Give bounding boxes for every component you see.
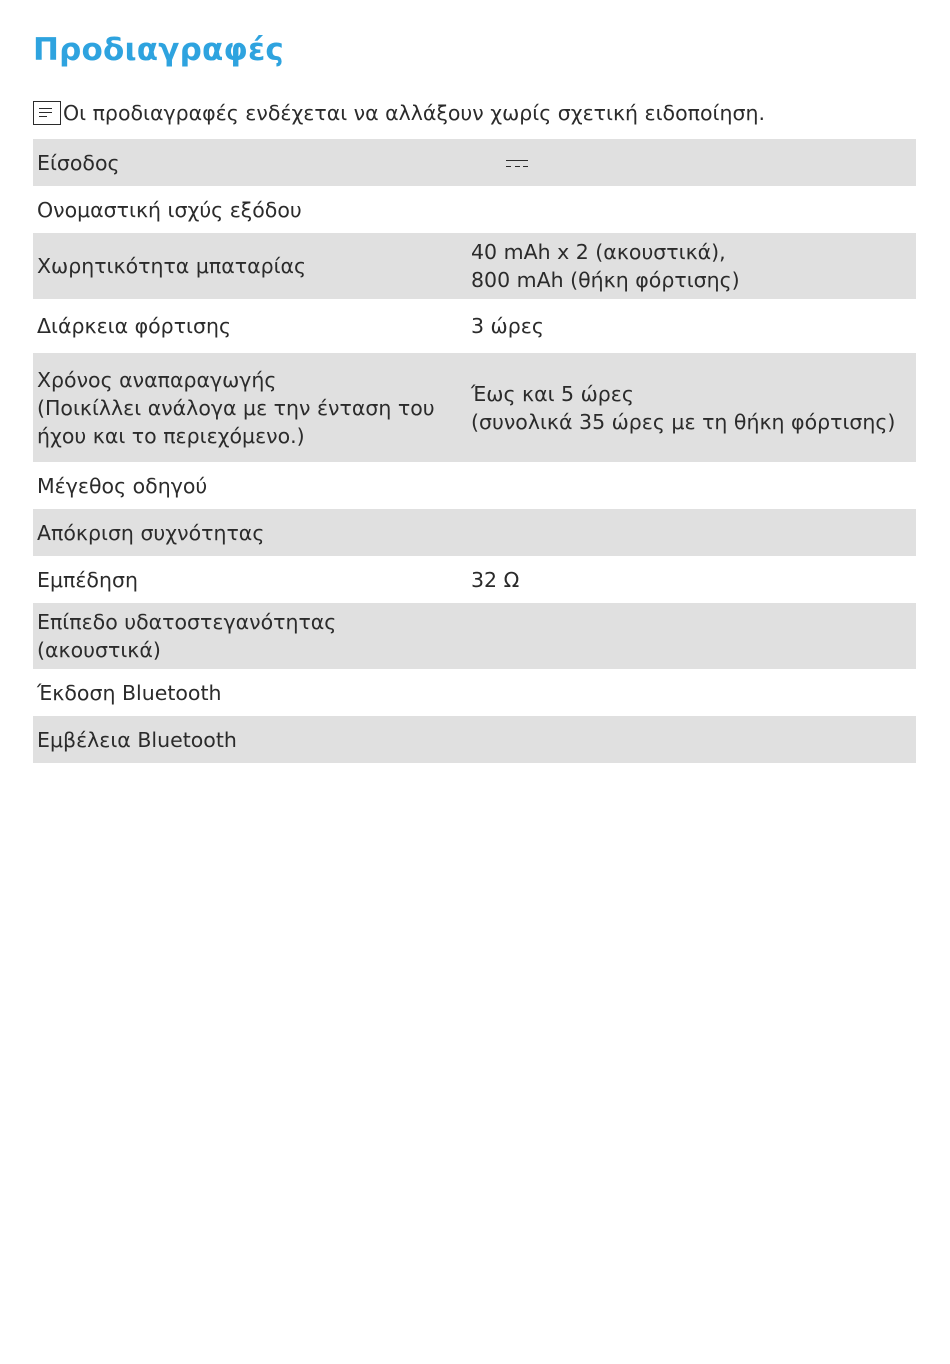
spec-label: Απόκριση συχνότητας: [33, 509, 463, 556]
spec-value: [463, 603, 916, 669]
specifications-table: [33, 139, 916, 763]
spec-row-bluetooth-range: [33, 716, 916, 763]
spec-label: Χωρητικότητα μπαταρίας: [33, 233, 463, 299]
spec-row-driver-size: [33, 462, 916, 509]
spec-label: Είσοδος: [33, 139, 463, 186]
spec-row-charging-time: [33, 299, 916, 353]
spec-value: [463, 716, 916, 763]
spec-row-frequency-response: [33, 509, 916, 556]
note-icon: [33, 101, 61, 125]
spec-label: Μέγεθος οδηγού: [37, 473, 208, 498]
spec-label: Εμβέλεια Bluetooth: [33, 716, 463, 763]
spec-row-impedance: [33, 556, 916, 603]
dc-current-symbol-icon: [506, 158, 528, 170]
spec-label: Επίπεδο υδατοστεγανότητας (ακουστικά): [33, 603, 463, 669]
spec-value: 40 mAh x 2 (ακουστικά), 800 mAh (θήκη φόρτισης): [463, 233, 916, 299]
spec-value: [463, 139, 916, 186]
page-title: Προδιαγραφές: [33, 32, 284, 68]
spec-value: Έως και 5 ώρες (συνολικά 35 ώρες με τη θήκη φόρτισης): [463, 353, 916, 462]
notice-line: [33, 98, 765, 128]
spec-row-input: [33, 139, 916, 186]
spec-value: [463, 462, 916, 509]
spec-value: [463, 186, 916, 233]
spec-value: [463, 509, 916, 556]
spec-value: 3 ώρες: [471, 314, 544, 338]
spec-row-playback-time: [33, 353, 916, 462]
spec-row-waterproof: [33, 603, 916, 669]
notice-text: Οι προδιαγραφές ενδέχεται να αλλάξουν χωρίς σχετική ειδοποίηση.: [63, 101, 765, 125]
spec-label: Έκδοση Bluetooth: [37, 680, 222, 705]
spec-row-bluetooth-version: [33, 669, 916, 716]
spec-value: [463, 669, 916, 716]
spec-row-rated-output: [33, 186, 916, 233]
spec-label: Ονομαστική ισχύς εξόδου: [37, 197, 302, 222]
spec-label: Εμπέδηση: [37, 567, 138, 592]
spec-label: Χρόνος αναπαραγωγής (Ποικίλλει ανάλογα με την ένταση του ήχου και το περιεχόμενο.): [33, 353, 463, 462]
spec-value: 32 Ω: [471, 567, 520, 592]
spec-label: Διάρκεια φόρτισης: [37, 314, 231, 338]
spec-row-battery: [33, 233, 916, 299]
